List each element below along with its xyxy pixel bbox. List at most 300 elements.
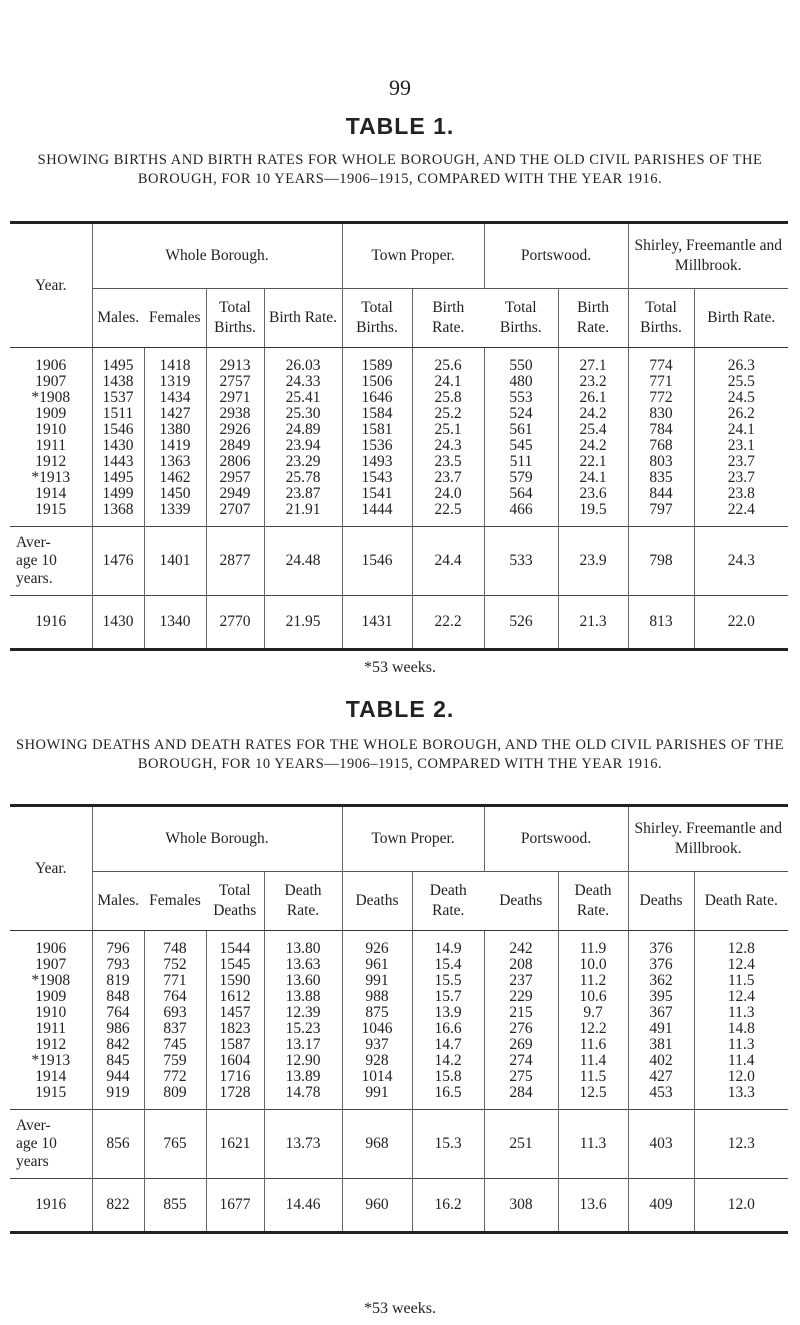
year-header: Year. [10,223,92,348]
cell: 403 [628,1110,694,1179]
col-header: Deaths [484,872,558,931]
table-row [10,1069,788,1085]
cell: 1544 [206,931,264,958]
cell: 2877 [206,527,264,596]
cell: 25.41 [264,390,342,406]
year-cell: 1912 [35,1036,67,1053]
cell: 276 [484,1021,558,1037]
cell: 1916 [10,1179,92,1233]
cell: 13.88 [264,989,342,1005]
cell: 919 [92,1085,144,1110]
cell: 772 [144,1069,206,1085]
cell: 1434 [144,390,206,406]
cell: 25.1 [412,422,484,438]
cell: 1537 [92,390,144,406]
cell: 367 [628,1005,694,1021]
cell: 14.46 [264,1179,342,1233]
year-cell: *1913 [31,469,71,486]
cell: 835 [628,470,694,486]
cell: 23.7 [694,454,788,470]
cell: 1546 [342,527,412,596]
cell: 988 [342,989,412,1005]
cell: 275 [484,1069,558,1085]
cell: 12.3 [694,1110,788,1179]
year-header: Year. [10,806,92,931]
cell: 991 [342,1085,412,1110]
cell: 24.3 [694,527,788,596]
table-row [10,486,788,502]
cell: 1716 [206,1069,264,1085]
cell: 402 [628,1053,694,1069]
cell: 308 [484,1179,558,1233]
cell: 813 [628,596,694,650]
cell: 1450 [144,486,206,502]
cell: 1499 [92,486,144,502]
table-row [10,422,788,438]
cell: 24.2 [558,406,628,422]
cell: 15.7 [412,989,484,1005]
cell: 968 [342,1110,412,1179]
cell: 855 [144,1179,206,1233]
table-row [10,374,788,390]
cell: 545 [484,438,558,454]
cell: 526 [484,596,558,650]
cell: 2949 [206,486,264,502]
cell: 12.0 [694,1179,788,1233]
cell: 771 [144,973,206,989]
cell: 1493 [342,454,412,470]
cell: 848 [92,989,144,1005]
col-header: Males. [92,872,144,931]
cell: 24.5 [694,390,788,406]
cell: 845 [92,1053,144,1069]
cell: 11.5 [558,1069,628,1085]
table-row [10,502,788,527]
cell: 2770 [206,596,264,650]
cell: 809 [144,1085,206,1110]
table-row [10,454,788,470]
table-row [10,348,788,375]
col-header: Death Rate. [412,872,484,931]
page-number: 99 [389,75,411,100]
cell: 15.5 [412,973,484,989]
cell: 24.3 [412,438,484,454]
cell: 215 [484,1005,558,1021]
cell: 553 [484,390,558,406]
cell: 1604 [206,1053,264,1069]
cell: 1546 [92,422,144,438]
cell: 24.48 [264,527,342,596]
cell: 1368 [92,502,144,527]
cell: 15.8 [412,1069,484,1085]
cell: 15.23 [264,1021,342,1037]
cell: 23.8 [694,486,788,502]
year-cell: 1907 [35,373,67,390]
cell: 274 [484,1053,558,1069]
cell: 242 [484,931,558,958]
col-header: Birth Rate. [694,289,788,348]
cell: 24.1 [412,374,484,390]
table-row [10,1021,788,1037]
cell: 23.94 [264,438,342,454]
cell: 2757 [206,374,264,390]
cell: 22.5 [412,502,484,527]
table-row [10,390,788,406]
table-row [10,1037,788,1053]
cell: 1046 [342,1021,412,1037]
cell: 229 [484,989,558,1005]
cell: 251 [484,1110,558,1179]
col-header: Total Births. [206,289,264,348]
year-cell: 1912 [35,453,67,470]
cell: 533 [484,527,558,596]
cell: 12.4 [694,957,788,973]
cell: 269 [484,1037,558,1053]
cell: 1728 [206,1085,264,1110]
cell: 26.03 [264,348,342,375]
cell: 937 [342,1037,412,1053]
cell: 1401 [144,527,206,596]
cell: 752 [144,957,206,973]
cell: 13.3 [694,1085,788,1110]
cell: 1495 [92,470,144,486]
cell: 16.5 [412,1085,484,1110]
cell: 1916 [10,596,92,650]
cell: 26.2 [694,406,788,422]
cell: 1584 [342,406,412,422]
cell: 1363 [144,454,206,470]
cell: 24.4 [412,527,484,596]
cell: 362 [628,973,694,989]
table-row [10,1053,788,1069]
col-header: Deaths [342,872,412,931]
cell: 22.1 [558,454,628,470]
town-proper-header: Town Proper. [342,223,484,289]
cell: 25.5 [694,374,788,390]
table-row [10,931,788,958]
cell: 961 [342,957,412,973]
cell: 11.4 [558,1053,628,1069]
cell: 11.6 [558,1037,628,1053]
cell: 11.3 [694,1037,788,1053]
cell: 1541 [342,486,412,502]
year-cell: 1914 [35,1068,67,1085]
cell: 23.1 [694,438,788,454]
cell: 2926 [206,422,264,438]
cell: 1319 [144,374,206,390]
year-cell: 1911 [35,1020,66,1037]
year-cell: 1911 [35,437,66,454]
cell: 2957 [206,470,264,486]
year-cell: 1914 [35,485,67,502]
average-row [10,1110,788,1179]
cell: 453 [628,1085,694,1110]
col-header: Birth Rate. [412,289,484,348]
average-label: Aver- age 10 years [10,1110,92,1179]
cell: 1587 [206,1037,264,1053]
table1-title: TABLE 1. [345,113,455,139]
cell: 748 [144,931,206,958]
cell: 25.30 [264,406,342,422]
cell: 1457 [206,1005,264,1021]
cell: 21.95 [264,596,342,650]
portswood-header: Portswood. [484,223,628,289]
cell: 24.1 [558,470,628,486]
cell: 764 [144,989,206,1005]
table1-caption: SHOWING BIRTHS AND BIRTH RATES FOR WHOLE BOROUGH, AND THE OLD CIVIL PARISHES OF THE BOROUGH, FOR 10 YEARS—1906–1915, COMPARED WITH THE YEAR 1916. [37,152,763,187]
cell: 1536 [342,438,412,454]
cell: 793 [92,957,144,973]
cell: 819 [92,973,144,989]
cell: 25.8 [412,390,484,406]
portswood-header: Portswood. [484,806,628,872]
year-cell: 1907 [35,956,67,973]
cell: 14.2 [412,1053,484,1069]
cell: 822 [92,1179,144,1233]
cell: 427 [628,1069,694,1085]
year-cell: 1909 [35,988,67,1005]
cell: 2806 [206,454,264,470]
cell: 13.17 [264,1037,342,1053]
cell: 844 [628,486,694,502]
cell: 466 [484,502,558,527]
cell: 409 [628,1179,694,1233]
cell: 2971 [206,390,264,406]
cell: 23.7 [694,470,788,486]
average-row [10,527,788,596]
year-cell: 1915 [35,501,67,518]
cell: 1646 [342,390,412,406]
year-1916-row [10,596,788,650]
cell: 2707 [206,502,264,527]
cell: 21.3 [558,596,628,650]
cell: 13.63 [264,957,342,973]
cell: 759 [144,1053,206,1069]
cell: 284 [484,1085,558,1110]
cell: 1495 [92,348,144,375]
shirley-header: Shirley, Freemantle and Millbrook. [628,223,788,289]
cell: 208 [484,957,558,973]
col-header: Death Rate. [694,872,788,931]
cell: 1589 [342,348,412,375]
cell: 797 [628,502,694,527]
whole-borough-header: Whole Borough. [92,806,342,872]
cell: 1823 [206,1021,264,1037]
table2-title: TABLE 2. [345,696,455,722]
col-header: Birth Rate. [558,289,628,348]
whole-borough-header: Whole Borough. [92,223,342,289]
cell: 14.7 [412,1037,484,1053]
cell: 798 [628,527,694,596]
year-cell: 1915 [35,1084,67,1101]
cell: 564 [484,486,558,502]
table-row [10,470,788,486]
table2-caption: SHOWING DEATHS AND DEATH RATES FOR THE WHOLE BOROUGH, AND THE OLD CIVIL PARISHES OF THE BOROUGH, FOR 10 YEARS—1906–1915, COMPARED WITH THE YEAR 1916. [16,737,784,772]
cell: 24.89 [264,422,342,438]
cell: 15.4 [412,957,484,973]
cell: 395 [628,989,694,1005]
table1-footnote: *53 weeks. [364,659,436,676]
year-cell: 1906 [35,940,67,957]
cell: 13.9 [412,1005,484,1021]
cell: 561 [484,422,558,438]
year-cell: 1906 [35,357,67,374]
cell: 928 [342,1053,412,1069]
col-header: Birth Rate. [264,289,342,348]
col-header: Males. [92,289,144,348]
cell: 24.2 [558,438,628,454]
cell: 24.0 [412,486,484,502]
cell: 24.1 [694,422,788,438]
cell: 837 [144,1021,206,1037]
cell: 772 [628,390,694,406]
year-cell: *1913 [31,1052,71,1069]
cell: 13.80 [264,931,342,958]
cell: 1612 [206,989,264,1005]
cell: 21.91 [264,502,342,527]
cell: 14.9 [412,931,484,958]
cell: 22.4 [694,502,788,527]
cell: 768 [628,438,694,454]
cell: 12.39 [264,1005,342,1021]
year-cell: 1910 [35,1004,67,1021]
cell: 1545 [206,957,264,973]
cell: 23.29 [264,454,342,470]
cell: 856 [92,1110,144,1179]
cell: 1430 [92,438,144,454]
cell: 1506 [342,374,412,390]
cell: 23.2 [558,374,628,390]
cell: 25.2 [412,406,484,422]
cell: 842 [92,1037,144,1053]
cell: 12.8 [694,931,788,958]
cell: 1014 [342,1069,412,1085]
cell: 745 [144,1037,206,1053]
table1-births [10,221,788,651]
cell: 2913 [206,348,264,375]
cell: 25.6 [412,348,484,375]
year-cell: 1910 [35,421,67,438]
cell: 10.0 [558,957,628,973]
col-header: Death Rate. [264,872,342,931]
table-row [10,973,788,989]
table2-footnote: *53 weeks. [364,1300,436,1317]
cell: 1443 [92,454,144,470]
cell: 1431 [342,596,412,650]
cell: 237 [484,973,558,989]
cell: 13.73 [264,1110,342,1179]
cell: 784 [628,422,694,438]
cell: 13.60 [264,973,342,989]
year-1916-row [10,1179,788,1233]
cell: 511 [484,454,558,470]
cell: 986 [92,1021,144,1037]
cell: 1418 [144,348,206,375]
table2-deaths [10,804,788,1234]
cell: 803 [628,454,694,470]
cell: 25.78 [264,470,342,486]
cell: 23.9 [558,527,628,596]
cell: 1340 [144,596,206,650]
cell: 23.87 [264,486,342,502]
cell: 991 [342,973,412,989]
cell: 796 [92,931,144,958]
cell: 1427 [144,406,206,422]
cell: 10.6 [558,989,628,1005]
col-header: Deaths [628,872,694,931]
cell: 12.0 [694,1069,788,1085]
cell: 926 [342,931,412,958]
col-header: Total Births. [342,289,412,348]
cell: 26.3 [694,348,788,375]
cell: 11.3 [558,1110,628,1179]
cell: 11.2 [558,973,628,989]
cell: 960 [342,1179,412,1233]
cell: 23.6 [558,486,628,502]
shirley-header: Shirley. Freemantle and Millbrook. [628,806,788,872]
cell: 11.5 [694,973,788,989]
table-row [10,957,788,973]
cell: 13.89 [264,1069,342,1085]
cell: 480 [484,374,558,390]
cell: 12.5 [558,1085,628,1110]
cell: 1511 [92,406,144,422]
cell: 1462 [144,470,206,486]
table-row [10,406,788,422]
cell: 765 [144,1110,206,1179]
cell: 16.2 [412,1179,484,1233]
cell: 22.2 [412,596,484,650]
cell: 23.5 [412,454,484,470]
cell: 26.1 [558,390,628,406]
cell: 1677 [206,1179,264,1233]
year-cell: *1908 [31,972,71,989]
cell: 1543 [342,470,412,486]
cell: 12.4 [694,989,788,1005]
cell: 13.6 [558,1179,628,1233]
cell: 11.4 [694,1053,788,1069]
cell: 1430 [92,596,144,650]
cell: 1476 [92,527,144,596]
cell: 1444 [342,502,412,527]
table-row [10,1085,788,1110]
cell: 2849 [206,438,264,454]
town-proper-header: Town Proper. [342,806,484,872]
cell: 764 [92,1005,144,1021]
col-header: Death Rate. [558,872,628,931]
average-label: Aver- age 10 years. [10,527,92,596]
cell: 16.6 [412,1021,484,1037]
cell: 27.1 [558,348,628,375]
col-header: Females [144,872,206,931]
cell: 19.5 [558,502,628,527]
cell: 376 [628,957,694,973]
cell: 14.78 [264,1085,342,1110]
cell: 771 [628,374,694,390]
cell: 25.4 [558,422,628,438]
cell: 24.33 [264,374,342,390]
cell: 524 [484,406,558,422]
table-row [10,989,788,1005]
cell: 11.9 [558,931,628,958]
cell: 944 [92,1069,144,1085]
cell: 12.90 [264,1053,342,1069]
cell: 381 [628,1037,694,1053]
year-cell: *1908 [31,389,71,406]
cell: 1339 [144,502,206,527]
cell: 15.3 [412,1110,484,1179]
cell: 1438 [92,374,144,390]
